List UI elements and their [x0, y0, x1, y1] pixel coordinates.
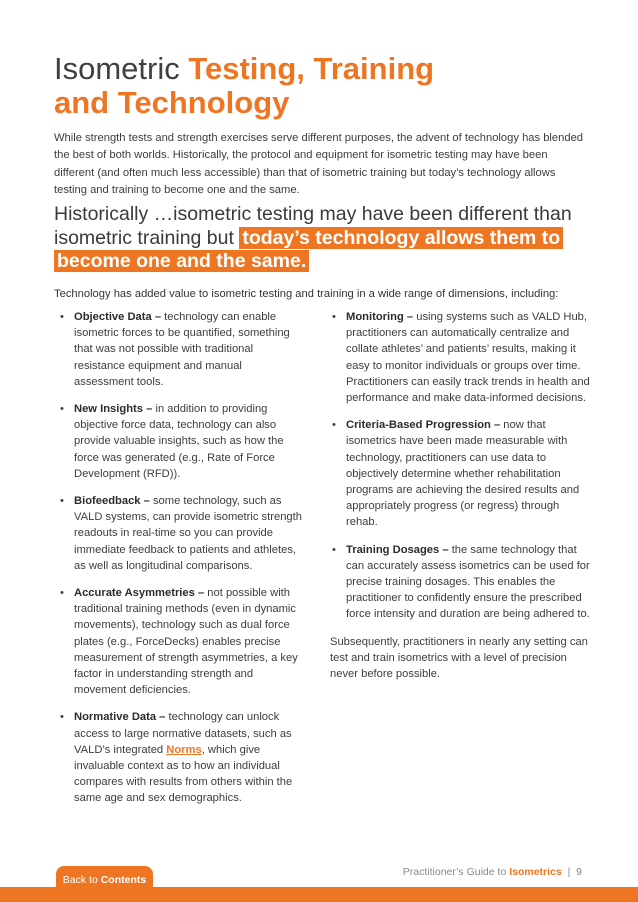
- bullet-term: Training Dosages –: [346, 543, 449, 556]
- page-number: 9: [576, 866, 582, 878]
- bullet-dot: •: [332, 419, 336, 432]
- title-part-3: and Technology: [54, 85, 290, 120]
- bullet-term: Monitoring –: [346, 311, 414, 323]
- bullet-term: Accurate Asymmetries –: [74, 587, 205, 600]
- bullet-dot: •: [60, 311, 64, 323]
- left-column: [58, 309, 304, 818]
- bullet-text: some technology, such as VALD systems, can provide isometric strength readouts in real-time so you can provide immediate feedback to patients and athletes, as well as longitudinal comparisons.: [74, 495, 302, 572]
- bullet-text: not possible with traditional training methods (even in dynamic movements), technology such as dual force plates (e.g., ForceDecks) enables precise measurement of strength asymmetries, a key factor in understanding strength and movement deficiencies.: [74, 587, 298, 697]
- closing-paragraph: Subsequently, practitioners in nearly any setting can test and train isometrics with a level of precision never before possible.: [330, 635, 588, 681]
- bullet-new-insights: [58, 401, 304, 482]
- bullet-training-dosages: [330, 542, 592, 623]
- footer-separator: |: [567, 866, 571, 878]
- back-link-label: Contents: [100, 874, 147, 886]
- pull-quote-highlight: today’s technology allows them to become one and the same.: [54, 227, 563, 273]
- back-prefix: Back to: [62, 874, 101, 886]
- bullet-term: Criteria-Based Progression –: [346, 419, 501, 432]
- bullet-text: the same technology that can accurately assess isometrics can be used for precise training dosages. This enables the practitioner to confidently ensure the prescribed force intensity and duration are being adhered to.: [346, 543, 590, 621]
- bullet-dot: •: [60, 495, 64, 508]
- bullet-accurate-asymmetries: [58, 585, 304, 698]
- right-bullet-list: [330, 309, 592, 623]
- bullet-text: technology can unlock access to large normative datasets, such as VALD’s integrated: [74, 711, 292, 756]
- bullet-monitoring: [330, 309, 592, 406]
- back-to-contents-button[interactable]: [56, 866, 153, 892]
- bullet-text-after: , which give invaluable context as to how an individual compares with results from others within the same age and sex demographics.: [74, 743, 293, 805]
- footer-guide-prefix: Practitioner’s Guide to: [402, 866, 510, 878]
- bullet-text: now that isometrics have been made measurable with technology, practitioners can use data to objectively determine whether rehabilitation programs are achieving the desired results and appropriately progress (or regress) through rehab.: [346, 419, 580, 529]
- bullet-dot: •: [60, 711, 64, 724]
- bullet-objective-data: [58, 309, 304, 390]
- bullet-dot: •: [332, 543, 336, 556]
- footer-brand: Isometrics: [509, 866, 562, 878]
- page-title: [54, 52, 594, 120]
- footer-page-info: [403, 866, 582, 878]
- bullet-term: Normative Data –: [74, 711, 166, 724]
- bullet-text: using systems such as VALD Hub, practitioners can automatically centralize and collate athletes’ and patients’ results, making it easy to monitor individuals or groups over time. Practitioners can easily track trends in health and performance and make data-informed decisions.: [346, 311, 590, 405]
- bullet-criteria-based-progression: [330, 417, 592, 530]
- bullet-biofeedback: [58, 493, 304, 574]
- pull-quote: [54, 203, 594, 274]
- bullet-dot: •: [332, 311, 336, 323]
- bullet-normative-data: [58, 709, 304, 806]
- norms-link[interactable]: Norms: [166, 743, 202, 756]
- bullet-term: New Insights –: [74, 403, 153, 416]
- bullet-text: in addition to providing objective force data, technology can also provide valuable insights, such as how the force was generated (e.g., Rate of Force Development (RFD)).: [74, 403, 284, 480]
- bullet-term: Objective Data –: [74, 311, 162, 323]
- bullet-term: Biofeedback –: [74, 495, 150, 508]
- bullet-dot: •: [60, 403, 64, 416]
- bullet-text: technology can enable isometric forces to be quantified, something that was not possible with traditional resistance equipment and manual assessment tools.: [74, 311, 290, 388]
- pull-quote-text: Historically …isometric testing may have been different than isometric training but: [54, 203, 572, 249]
- lead-sentence: Technology has added value to isometric testing and training in a wide range of dimensions, including:: [54, 288, 559, 300]
- title-part-1: Isometric: [54, 51, 189, 86]
- left-bullet-list: [58, 309, 304, 807]
- intro-paragraph: While strength tests and strength exercises serve different purposes, the advent of technology has blended the best of both worlds. Historically, the protocol and equipment for isometric testing may have been different (and often much less accessible) than that of isometric training but today’s technology allows testing and training to become one and the same.: [54, 132, 584, 196]
- title-part-2: Testing, Training: [188, 51, 435, 86]
- right-column: [330, 309, 592, 682]
- bullet-dot: •: [60, 587, 64, 600]
